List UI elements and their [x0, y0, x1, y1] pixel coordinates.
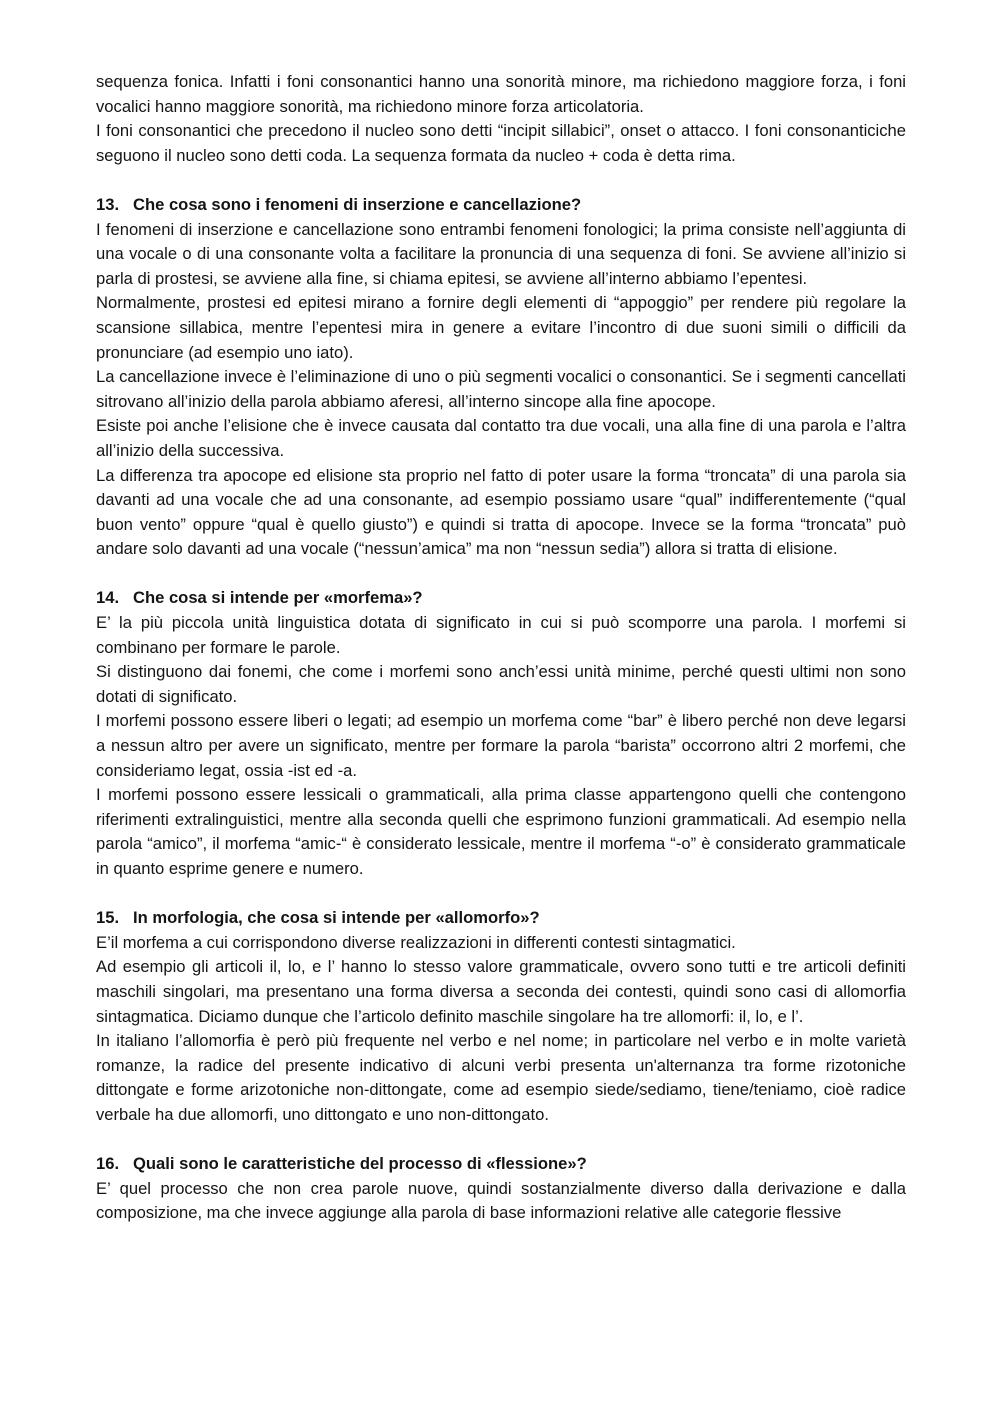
section-number: 13. — [96, 194, 120, 214]
section-paragraph: Si distinguono dai fonemi, che come i morfemi sono anch’essi unità minime, perché questi ultimi non sono dotati di significato. — [96, 662, 906, 706]
section-paragraph: I fenomeni di inserzione e cancellazione sono entrambi fenomeni fonologici; la prima consiste nell’aggiunta di una vocale o di una consonante volta a facilitare la pronuncia di una sequenza di foni. Se avviene all’inizio si parla di prostesi, se avviene alla fine, si chiama epitesi, se avviene all’interno abbiamo l’epentesi. — [96, 219, 906, 288]
section-paragraph: Esiste poi anche l’elisione che è invece causata dal contatto tra due vocali, una alla fine di una parola e l’altra all’inizio della successiva. — [96, 416, 906, 460]
section-paragraph: E’ quel processo che non crea parole nuove, quindi sostanzialmente diverso dalla derivazione e dalla composizione, ma che invece aggiunge alla parola di base informazioni relative alle categorie flessive — [96, 1178, 906, 1223]
section-title: Che cosa si intende per «morfema»? — [133, 588, 423, 608]
section-paragraph: E’ la più piccola unità linguistica dotata di significato in cui si può scomporre una parola. I morfemi si combinano per formare le parole. — [96, 613, 906, 657]
section-15 — [96, 906, 906, 1127]
document-page — [96, 70, 906, 1226]
section-paragraph: In italiano l’allomorfia è però più frequente nel verbo e nel nome; in particolare nel verbo e in molte varietà romanze, la radice del presente indicativo di alcuni verbi presenta un'alternanza tra forme rizotoniche dittongate e forme arizotoniche non-dittongate, come ad esempio siede/sediamo, tiene/teniamo, cioè radice verbale ha due allomorfi, uno dittongato e uno non-dittongato. — [96, 1031, 906, 1124]
section-heading — [96, 586, 906, 611]
section-heading — [96, 193, 906, 218]
section-paragraph: La cancellazione invece è l’eliminazione di uno o più segmenti vocalici o consonantici. Se i segmenti cancellati sitrovano all’inizio della parola abbiamo aferesi, all’interno sincope alla fine apocope. — [96, 367, 906, 411]
section-title: Quali sono le caratteristiche del processo di «flessione»? — [133, 1154, 587, 1174]
intro-paragraph: I foni consonantici che precedono il nucleo sono detti “incipit sillabici”, onset o attacco. I foni consonanticiche seguono il nucleo sono detti coda. La sequenza formata da nucleo + coda è detta rima. — [96, 121, 906, 165]
section-number: 15. — [96, 908, 120, 928]
section-number: 14. — [96, 588, 120, 608]
section-title: In morfologia, che cosa si intende per «allomorfo»? — [133, 908, 540, 928]
section-14 — [96, 586, 906, 881]
section-16 — [96, 1152, 906, 1226]
section-paragraph: La differenza tra apocope ed elisione sta proprio nel fatto di poter usare la forma “troncata” di una parola sia davanti ad una vocale che ad una consonante, ad esempio possiamo usare “qual” indifferentemente (“qual buon vento” oppure “qual è quello giusto”) e quindi si tratta di apocope. Invece se la forma “troncata” può andare solo davanti ad una vocale (“nessun’amica” ma non “nessun sedia”) allora si tratta di elisione. — [96, 465, 906, 559]
section-number: 16. — [96, 1154, 120, 1174]
section-13 — [96, 193, 906, 562]
section-title: Che cosa sono i fenomeni di inserzione e cancellazione? — [133, 194, 582, 214]
section-heading — [96, 906, 906, 931]
section-paragraph: E’il morfema a cui corrispondono diverse realizzazioni in differenti contesti sintagmatici. — [96, 932, 736, 952]
section-paragraph: Ad esempio gli articoli il, lo, e l’ hanno lo stesso valore grammaticale, ovvero sono tutti e tre articoli definiti maschili singolari, ma presentano una forma diversa a seconda dei contesti, quindi sono casi di allomorfia sintagmatica. Diciamo dunque che l’articolo definito maschile singolare ha tre allomorfi: il, lo, e l’. — [96, 957, 906, 1026]
section-heading — [96, 1152, 906, 1177]
section-paragraph: I morfemi possono essere liberi o legati; ad esempio un morfema come “bar” è libero perché non deve legarsi a nessun altro per avere un significato, mentre per formare la parola “barista” occorrono altri 2 morfemi, che consideriamo legat, ossia -ist ed -a. — [96, 711, 906, 780]
section-paragraph: Normalmente, prostesi ed epitesi mirano a fornire degli elementi di “appoggio” per rendere più regolare la scansione sillabica, mentre l’epentesi mira in genere a evitare l’incontro di due suoni simili o difficili da pronunciare (ad esempio uno iato). — [96, 293, 906, 362]
intro-paragraph: sequenza fonica. Infatti i foni consonantici hanno una sonorità minore, ma richiedono maggiore forza, i foni vocalici hanno maggiore sonorità, ma richiedono minore forza articolatoria. — [96, 72, 906, 116]
section-paragraph: I morfemi possono essere lessicali o grammaticali, alla prima classe appartengono quelli che contengono riferimenti extralinguistici, mentre alla seconda quelli che esprimono funzioni grammaticali. Ad esempio nella parola “amico”, il morfema “amic-“ è considerato lessicale, mentre il morfema “-o” è considerato grammaticale in quanto esprime genere e numero. — [96, 785, 906, 878]
